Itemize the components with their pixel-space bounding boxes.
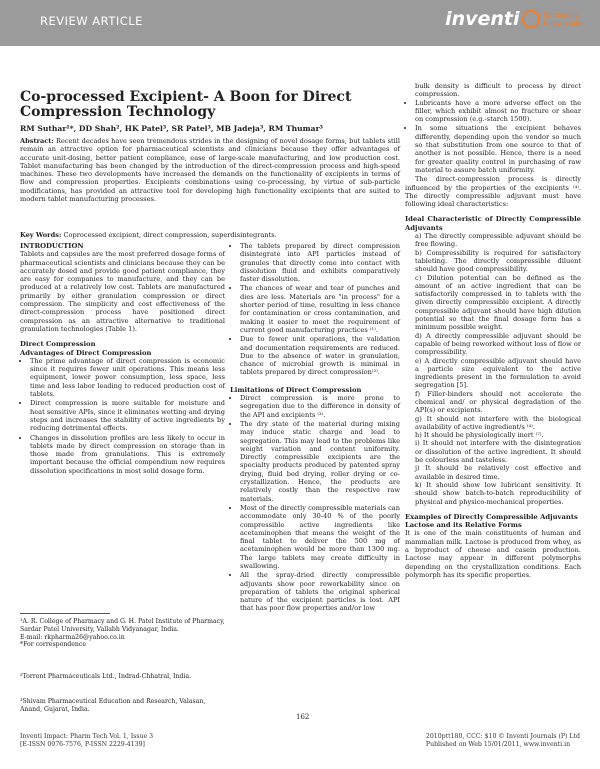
footer-right: 2010ptt180, CCC: $10 © Inventi Journals (P) Ltd Published on Web 15/01/2011, www.inventi.in	[425, 733, 580, 748]
list-item: j) It should be relatively cost effective and available in desired time.	[415, 464, 581, 481]
subsection-heading-examples: Examples of Directly Compressible Adjuvants	[405, 512, 578, 521]
email: E-mail: rkpharma26@yahoo.co.in	[20, 633, 125, 641]
keywords	[20, 231, 400, 239]
list-item: e) A directly compressible adjuvant should have a particle size equivalent to the active ingredients present in the formulation to avoid segregation [5].	[415, 356, 581, 390]
list-item: h) It should be physiologically inert ⁽⁷⁾.	[415, 431, 544, 440]
limitations-list	[230, 394, 400, 613]
list-item: a) The directly compressible adjuvant should be free flowing.	[415, 232, 581, 249]
list-item: • Lubricants have a more adverse effect on the filler, which exhibit almost no fracture or shear on compression (e.g.-starch 1500).	[415, 99, 581, 124]
properties-paragraph: The direct-compression process is directly influenced by the properties of the excipients ⁽⁴⁾. The directly compressible adjuvant must have following ideal characteristics:	[405, 175, 581, 209]
list-item: • The chances of wear and tear of punches and dies are less. Materials are "in process" for a shorter period of time, resulting in less chance for contamination or cross contamination, and making it easier to meet the requirement of current good manufacturing practices ⁽¹⁾.	[240, 284, 400, 334]
correspondence-note: *For correspondence	[20, 641, 87, 649]
list-item: i) It should not interfere with the disintegration or dissolution of the active ingredient. It should be colourless and tasteless.	[415, 439, 581, 465]
subsection-heading-limitations: Limitations of Direct Compression	[230, 385, 362, 394]
logo-word: inventi	[445, 8, 520, 30]
list-item: f) Filler-binders should not accelerate the chemical and/ or physical degradation of the API(s) or excipients.	[415, 389, 581, 415]
list-item: • Changes in dissolution profiles are less likely to occur in tablets made by direct compression on storage than in those made from granulations. This is extremely important because the official compendium now requires dissolution specifications in most solid dosage form.	[30, 434, 225, 475]
column-1	[20, 242, 225, 476]
list-item: k) It should show low lubricant sensitivity. It should show batch-to-batch reproducibility of physical and physico-mechanical properties.	[415, 480, 581, 506]
list-item: g) It should not interfere with the biological availability of active ingredient/s ⁽⁴⁾.	[415, 414, 581, 431]
subsection-heading-lactose: Lactose and its Relative Forms	[405, 521, 522, 530]
affiliation-2: ²Torrent Pharmaceuticals Ltd., Indrad-Chhatral, India.	[20, 673, 192, 680]
abstract-label: Abstract:	[20, 137, 54, 145]
continued-text: bulk density is difficult to process by direct compression.	[415, 82, 581, 99]
column-2	[230, 242, 400, 614]
list-item: • Most of the directly compressible materials can accommodate only 30-40 % of the poorly compressible active ingredients like acetaminophen that means the weight of the final tablet to deliver the 500 mg of acetaminophen would be more than 1300 mg. The large tablets may create difficulty in swallowing.	[240, 504, 400, 570]
intro-paragraph: Tablets and capsules are the most preferred dosage forms of pharmaceutical scientists and clinicians because they can be accurately dosed and provide good patient compliance, they are easy for companies to manufacture, and they can be produced at a relatively low cost. Tablets are manufactured primarily by either granulation compression or direct compression. The simplicity and cost effectiveness of the direct-compression process have positioned direct compression as an attractive alternative to traditional granulation technologies (Table 1).	[20, 250, 225, 333]
column-3	[405, 82, 581, 579]
footnote-divider	[20, 613, 110, 614]
affiliation-3: ³Shivam Pharmaceutical Education and Research, Valasan, Anand, Gujarat, India.	[20, 698, 206, 713]
abstract	[20, 137, 400, 203]
list-item: c) Dilution potential can be defined as the amount of an active ingredient that can be satisfactorily compressed in to tablets with the given directly compressible excipient. A directly compressible adjuvant should have high dilution potential so that the final dosage form has a minimum possible weight.	[415, 273, 581, 332]
subsection-heading-advantages: Advantages of Direct Compression	[20, 348, 152, 357]
limitations-list-continued	[405, 99, 581, 175]
author-list: RM Suthar¹*, DD Shah², HK Patel³, SR Patel³, MB Jadeja³, RM Thumar³	[20, 124, 323, 133]
list-item: b) Compressibility is required for satisfactory tableting. The directly compressible diluent should have good compressibility.	[415, 248, 581, 274]
lactose-paragraph: It is one of the main constituents of human and mammalian milk. Lactose is produced from whey, as a byproduct of cheese and casein production. Lactose may appear in different polymorphs depending on the crystallization conditions. Each polymorph has its specific properties.	[405, 529, 581, 579]
list-item: • All the spray-dried directly compressible adjuvants show poor reworkability since on preparation of tablets the original spherical nature of the excipient particles is lost. API that has poor flow properties and/or low	[240, 571, 400, 612]
list-item: d) A directly compressible adjuvant should be capable of being reworked without loss of flow or compressibility.	[415, 331, 581, 357]
list-item: • Due to fewer unit operations, the validation and documentation requirements are reduced. Due to the absence of water in granulation, chance of microbial growth is minimal in tablets prepared by direct compression⁽²⁾.	[240, 335, 400, 376]
section-heading-introduction: INTRODUCTION	[20, 242, 84, 250]
subsection-heading-ideal-characteristics: Ideal Characteristic of Directly Compressible Adjuvants	[405, 215, 581, 232]
footer-left: Inventi Impact: Pharm Tech Vol. 1, Issue 3 [E-ISSN 0976-7576, P-ISSN 2229-4139]	[20, 733, 154, 748]
affiliation-1: ¹A. R. College of Pharmacy and G. H. Patel Institute of Pharmacy, Sardar Patel University, Vallabh Vidyanagar, India. E-mail: rkpharma26@yahoo.co.in *For correspondence	[20, 618, 225, 649]
keywords-label: Key Words:	[20, 231, 62, 239]
article-type-label: REVIEW ARTICLE	[40, 14, 143, 28]
list-item: • The dry state of the material during mixing may induce static charge and lead to segregation. This may lead to the problems like weight variation and content uniformity. Directly compressible excipients are the specialty products produced by patented spray drying, fluid bed drying, roller drying or co-crystallization. Hence, the products are relatively costly than the respective raw materials.	[240, 420, 400, 503]
keywords-text: Coprocessed excipient, direct compression, superdisintegrants.	[63, 231, 277, 239]
logo-tagline: Spreading Knowledge	[543, 11, 582, 27]
list-item: • The tablets prepared by direct compression disintegrate into API particles instead of granules that directly come into contact with dissolution fluid and exhibits comparatively faster dissolution.	[240, 242, 400, 283]
inventi-logo	[445, 8, 582, 30]
header-banner	[0, 0, 600, 46]
list-item: • The prime advantage of direct compression is economic since it requires fewer unit operations. This means less equipment, lower power consumption, less space, less time and less labor leading to reduced production cost of tablets.	[30, 357, 225, 398]
ideal-characteristics-list	[405, 232, 581, 506]
list-item: • In some situations the excipient behaves differently, depending upon the vendor so much so that substitution from one source to that of another is not possible. Hence, there is a need for greater quality control in purchasing of raw material to assure batch uniformity.	[415, 124, 581, 174]
page-number: 162	[296, 713, 310, 721]
list-item: • Direct compression is more prone to segregation due to the difference in density of the API and excipients ⁽³⁾.	[240, 394, 400, 419]
article-title: Co-processed Excipient- A Boon for Direct Compression Technology	[20, 89, 352, 120]
advantages-list	[20, 357, 225, 475]
list-item: • Direct compression is more suitable for moisture and heat sensitive APIs, since it eliminates wetting and drying steps and increases the stability of active ingredients by reducing detrimental effects.	[30, 399, 225, 432]
logo-swirl-icon	[522, 10, 540, 28]
section-heading-direct-compression: Direct Compression	[20, 340, 96, 349]
advantages-list-continued	[230, 242, 400, 377]
abstract-text: Recent decades have seen tremendous strides in the designing of novel dosage forms, but tablets still remain an attractive option for pharmaceutical scientists and clinicians because they offer advantages of accurate unit-dosing, better patient compliance, ease of large-scale manufacturing, and low production cost. Tablet manufacturing has been changed by the introduction of the direct-compression process and high-speed machines. These two developments have increased the demands on the functionality of excipients in terms of flow and compression properties. Excipients combinations using co-processing, by virtue of sub-particle modifications, has provided an attractive tool for developing high functionality excipients that are suited to modern tablet manufacturing processes.	[20, 137, 400, 204]
